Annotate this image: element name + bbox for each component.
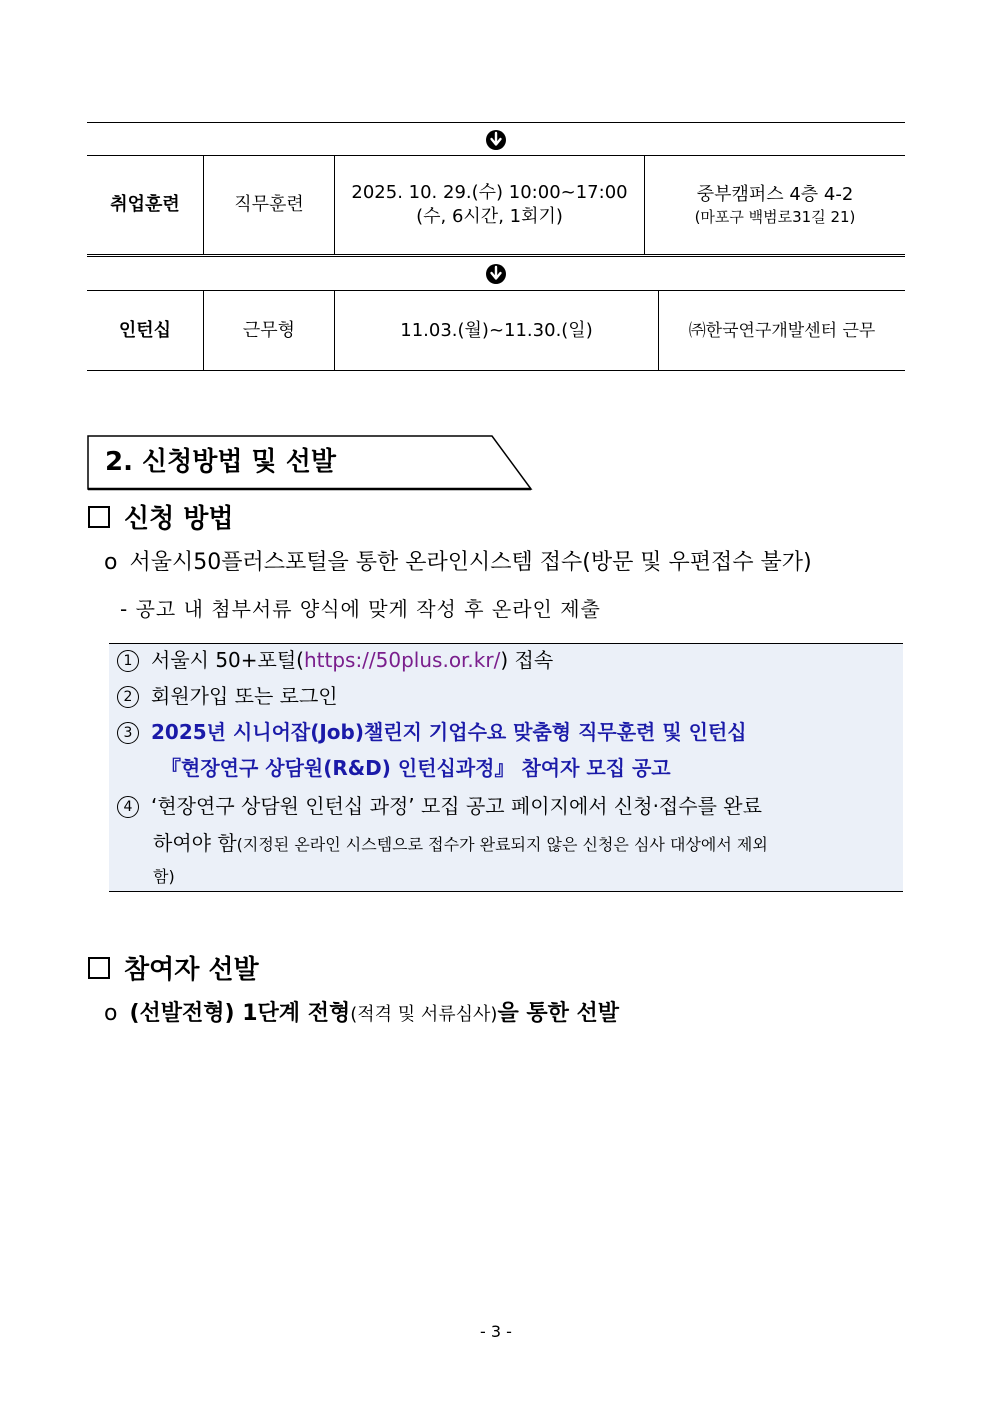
row-date [334, 156, 644, 254]
checkbox-square-icon [88, 957, 110, 979]
step-number: 4 [117, 796, 139, 818]
apply-bullet [104, 548, 812, 578]
step-item [117, 791, 762, 821]
step-number: 1 [117, 650, 139, 672]
step-item [117, 681, 338, 711]
apply-bullet-text: 서울시50플러스포털을 통한 온라인시스템 접수(방문 및 우편접수 불가) [129, 550, 812, 575]
row-type: 근무형 [203, 291, 334, 370]
step-text: ) 접속 [500, 648, 554, 672]
date-detail: (수, 6시간, 1회기) [416, 206, 563, 227]
table-row [87, 155, 905, 257]
page-number: - 3 - [480, 1322, 512, 1341]
step-text: 서울시 50+포털( [151, 648, 304, 672]
table-row [87, 290, 905, 371]
checkbox-square-icon [88, 506, 110, 528]
step-item-cont: 『현장연구 상담원(R&D) 인턴십과정』 참여자 모집 공고 [161, 756, 671, 780]
select-heading [88, 953, 259, 987]
step-number: 3 [117, 722, 139, 744]
step-text: 회원가입 또는 로그인 [151, 684, 338, 708]
step-number: 2 [117, 686, 139, 708]
row-category: 취업훈련 [110, 194, 180, 215]
select-bullet-strong: (선발전형) 1단계 전형 [129, 1001, 351, 1026]
step-item-cont [153, 828, 898, 860]
step-text: 2025년 시니어잡(Job)챌린지 기업수요 맞춤형 직무훈련 및 인턴십 [151, 720, 747, 744]
flow-arrow [87, 258, 905, 290]
step-note: (지정된 온라인 시스템으로 접수가 완료되지 않은 신청은 심사 대상에서 제외 [236, 835, 768, 854]
table-top-line [87, 122, 905, 123]
place-address: (마포구 백범로31길 21) [694, 208, 856, 226]
select-bullet [104, 999, 619, 1030]
arrow-down-icon [485, 263, 507, 285]
step-item [117, 645, 553, 675]
select-bullet-strong: 을 통한 선발 [497, 1001, 620, 1026]
circle-bullet-icon: o [104, 550, 118, 575]
step-text: ‘현장연구 상담원 인턴십 과정’ 모집 공고 페이지에서 신청·접수를 완료 [151, 794, 762, 818]
row-category: 인턴십 [118, 319, 172, 341]
flow-arrow [87, 124, 905, 156]
portal-link[interactable]: https://50plus.or.kr/ [303, 648, 501, 672]
apply-dash: - 공고 내 첨부서류 양식에 맞게 작성 후 온라인 제출 [120, 597, 601, 621]
step-text: 하여야 함 [153, 831, 237, 855]
row-date: 11.03.(월)~11.30.(일) [334, 291, 658, 370]
section-title-text: 2. 신청방법 및 선발 [105, 447, 336, 477]
apply-heading-text: 신청 방법 [124, 504, 234, 534]
circle-bullet-icon: o [104, 1001, 118, 1026]
section-title [87, 435, 533, 491]
date-line: 2025. 10. 29.(수) 10:00~17:00 [351, 182, 628, 203]
step-item-cont: 함) [153, 867, 175, 886]
step-item [117, 717, 897, 747]
place-line: 중부캠퍼스 4층 4-2 [696, 184, 854, 205]
apply-heading [88, 502, 234, 536]
arrow-down-icon [485, 129, 507, 151]
row-place: ㈜한국연구개발센터 근무 [658, 291, 905, 370]
steps-box [109, 643, 903, 892]
row-place [644, 156, 905, 254]
select-heading-text: 참여자 선발 [124, 955, 259, 985]
select-bullet-note: (적격 및 서류심사) [350, 1004, 498, 1025]
row-type: 직무훈련 [203, 156, 334, 254]
